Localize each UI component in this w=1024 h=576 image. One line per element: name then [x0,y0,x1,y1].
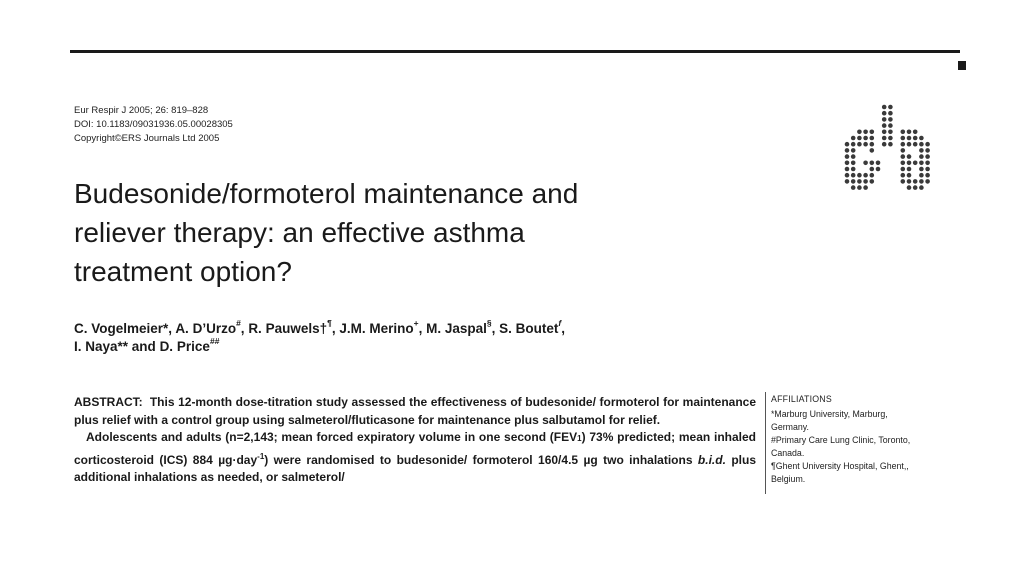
abstract-italic: b.i.d. [697,452,726,467]
affiliations [771,393,951,503]
affiliation-line: Belgium. [771,474,806,484]
abstract-text: This 12-month dose-titration study assessed the effectiveness of budesonide/ formoterol for maintenance plus relief with a control group using salmeterol/fluticasone for maintenance plus salbutamol for relief. [74,395,756,427]
logo-dot [863,136,868,141]
affiliation-line: Canada. [771,448,805,458]
author-name: M. Jaspal [426,321,487,336]
abstract-text: ) 73% predicted; mean inhaled corticosteroid (ICS) 884 µg·day [74,430,756,467]
logo-dot [907,142,912,147]
corner-mark [958,61,966,70]
affiliation-item [771,434,951,460]
logo-dot [888,142,893,147]
logo-dot [919,179,924,184]
author-mark: ** [117,339,129,354]
logo-dot [876,161,881,166]
logo-dot [857,179,862,184]
logo-dot [870,167,875,172]
author-name: S. Boutet [499,321,559,336]
logo-dot [863,173,868,178]
logo-dot [863,185,868,190]
logo-dot [870,148,875,153]
logo-dot [913,130,918,135]
logo-dot [857,130,862,135]
abstract-text: plus additional inhalations as needed, or salmeterol/ [74,452,756,484]
logo-dot [851,148,856,153]
logo-dot [851,167,856,172]
author-name: A. D’Urzo [175,321,237,336]
logo-dot [863,142,868,147]
logo-dot [845,173,850,178]
affiliation-line: ¶Ghent University Hospital, Ghent,, [771,461,909,471]
logo-dot [901,173,906,178]
logo-dot [925,148,930,153]
logo-dot [882,136,887,141]
logo-dot [907,136,912,141]
logo-dot [907,130,912,135]
title-line-1: Budesonide/formoterol maintenance and [74,178,579,209]
logo-dot [888,123,893,128]
logo-dot [907,154,912,159]
logo-dot [907,173,912,178]
logo-dot [851,161,856,166]
logo-dot [925,142,930,147]
logo-dot [851,142,856,147]
abstract-text: Adolescents and adults (n=2,143; mean forced expiratory volume in one second (FEV [86,430,578,444]
abstract-label: ABSTRACT: [74,395,143,409]
author-mark: ¶ [327,318,332,328]
logo-dot [851,154,856,159]
abstract-text: ) were randomised to budesonide/ formoterol 160/4.5 µg two inhalations [264,452,698,467]
logo-dot [901,148,906,153]
logo-dot [863,179,868,184]
author-mark: # [236,318,241,328]
logo-dot [907,185,912,190]
logo-dot [845,154,850,159]
affiliations-heading: AFFILIATIONS [771,394,832,404]
logo-dot [857,142,862,147]
logo-dot [907,179,912,184]
logo-dot [913,179,918,184]
logo-dot [907,161,912,166]
affiliation-line: Germany. [771,422,809,432]
logo-dot [851,185,856,190]
logo-dot [863,130,868,135]
logo-dot [913,136,918,141]
author-mark: § [486,318,492,328]
logo-dot [882,105,887,110]
logo-dot [901,136,906,141]
logo-dot [888,105,893,110]
logo-dot [907,167,912,172]
logo-dot [925,161,930,166]
logo-dot [919,154,924,159]
logo-dot [901,142,906,147]
logo-dot [901,179,906,184]
logo-dot [882,142,887,147]
logo-dot [882,111,887,116]
ers-lung-logo-icon [844,104,930,192]
logo-dot [870,136,875,141]
author-mark: f [558,318,562,328]
article-title [74,174,774,291]
abstract-paragraph-1 [74,394,756,429]
logo-dot [925,154,930,159]
logo-dot [919,173,924,178]
logo-dot [857,173,862,178]
logo-dot [851,173,856,178]
abstract-subscript: 1 [577,434,582,443]
logo-dot [925,179,930,184]
logo-dot [851,179,856,184]
author-mark: + [413,318,419,328]
author-name: D. Price [159,339,210,354]
affiliation-line: *Marburg University, Marburg, [771,409,888,419]
logo-dot [901,154,906,159]
author-separator: , [168,321,176,336]
citation-block [74,104,233,146]
logo-dot [913,185,918,190]
author-separator: , [561,321,565,336]
author-mark: * [163,321,169,336]
logo-dot [882,117,887,122]
logo-dot [876,167,881,172]
author-separator: , [491,321,500,336]
logo-dot [919,161,924,166]
logo-dot [919,136,924,141]
author-separator: , [418,321,427,336]
citation-journal: Eur Respir J 2005; 26: 819–828 [74,105,209,116]
logo-dot [919,148,924,153]
logo-dot [888,130,893,135]
logo-dot [870,130,875,135]
logo-dot [857,136,862,141]
logo-dot [851,136,856,141]
logo-dot [888,117,893,122]
affiliation-item [771,460,951,486]
author-name: C. Vogelmeier [74,321,164,336]
title-line-2: reliever therapy: an effective asthma [74,217,525,248]
logo-dot [919,142,924,147]
logo-dot [870,173,875,178]
author-separator: and [128,339,160,354]
logo-dot [845,167,850,172]
logo-dot [901,161,906,166]
logo-dot [845,179,850,184]
author-name: I. Naya [74,339,118,354]
author-mark: ## [209,336,220,346]
logo-dot [888,111,893,116]
logo-dot [845,148,850,153]
column-divider [765,392,766,494]
logo-dot [888,136,893,141]
logo-dot [901,167,906,172]
author-name: J.M. Merino [339,321,414,336]
top-rule [70,50,960,53]
affiliation-line: #Primary Care Lung Clinic, Toronto, [771,435,911,445]
logo-dot [845,161,850,166]
author-list [74,320,774,356]
logo-dot [845,142,850,147]
logo-dot [882,130,887,135]
logo-dot [882,123,887,128]
citation-copyright: Copyright©ERS Journals Ltd 2005 [74,133,220,144]
title-line-3: treatment option? [74,256,292,287]
logo-dot [870,142,875,147]
logo-dot [925,173,930,178]
citation-doi: DOI: 10.1183/09031936.05.00028305 [74,119,233,130]
logo-dot [870,179,875,184]
logo-dot [913,142,918,147]
abstract-paragraph-2 [74,429,756,487]
logo-dot [919,167,924,172]
logo-dot [925,167,930,172]
author-separator: , [331,321,340,336]
author-name: R. Pauwels† [248,321,328,336]
abstract [74,394,756,504]
logo-dot [913,161,918,166]
logo-dot [870,161,875,166]
logo-dot [901,130,906,135]
author-separator: , [240,321,249,336]
logo-dot [919,185,924,190]
logo-dot [863,161,868,166]
abstract-superscript: -1 [257,451,265,461]
logo-dot [857,185,862,190]
affiliation-item [771,408,951,434]
